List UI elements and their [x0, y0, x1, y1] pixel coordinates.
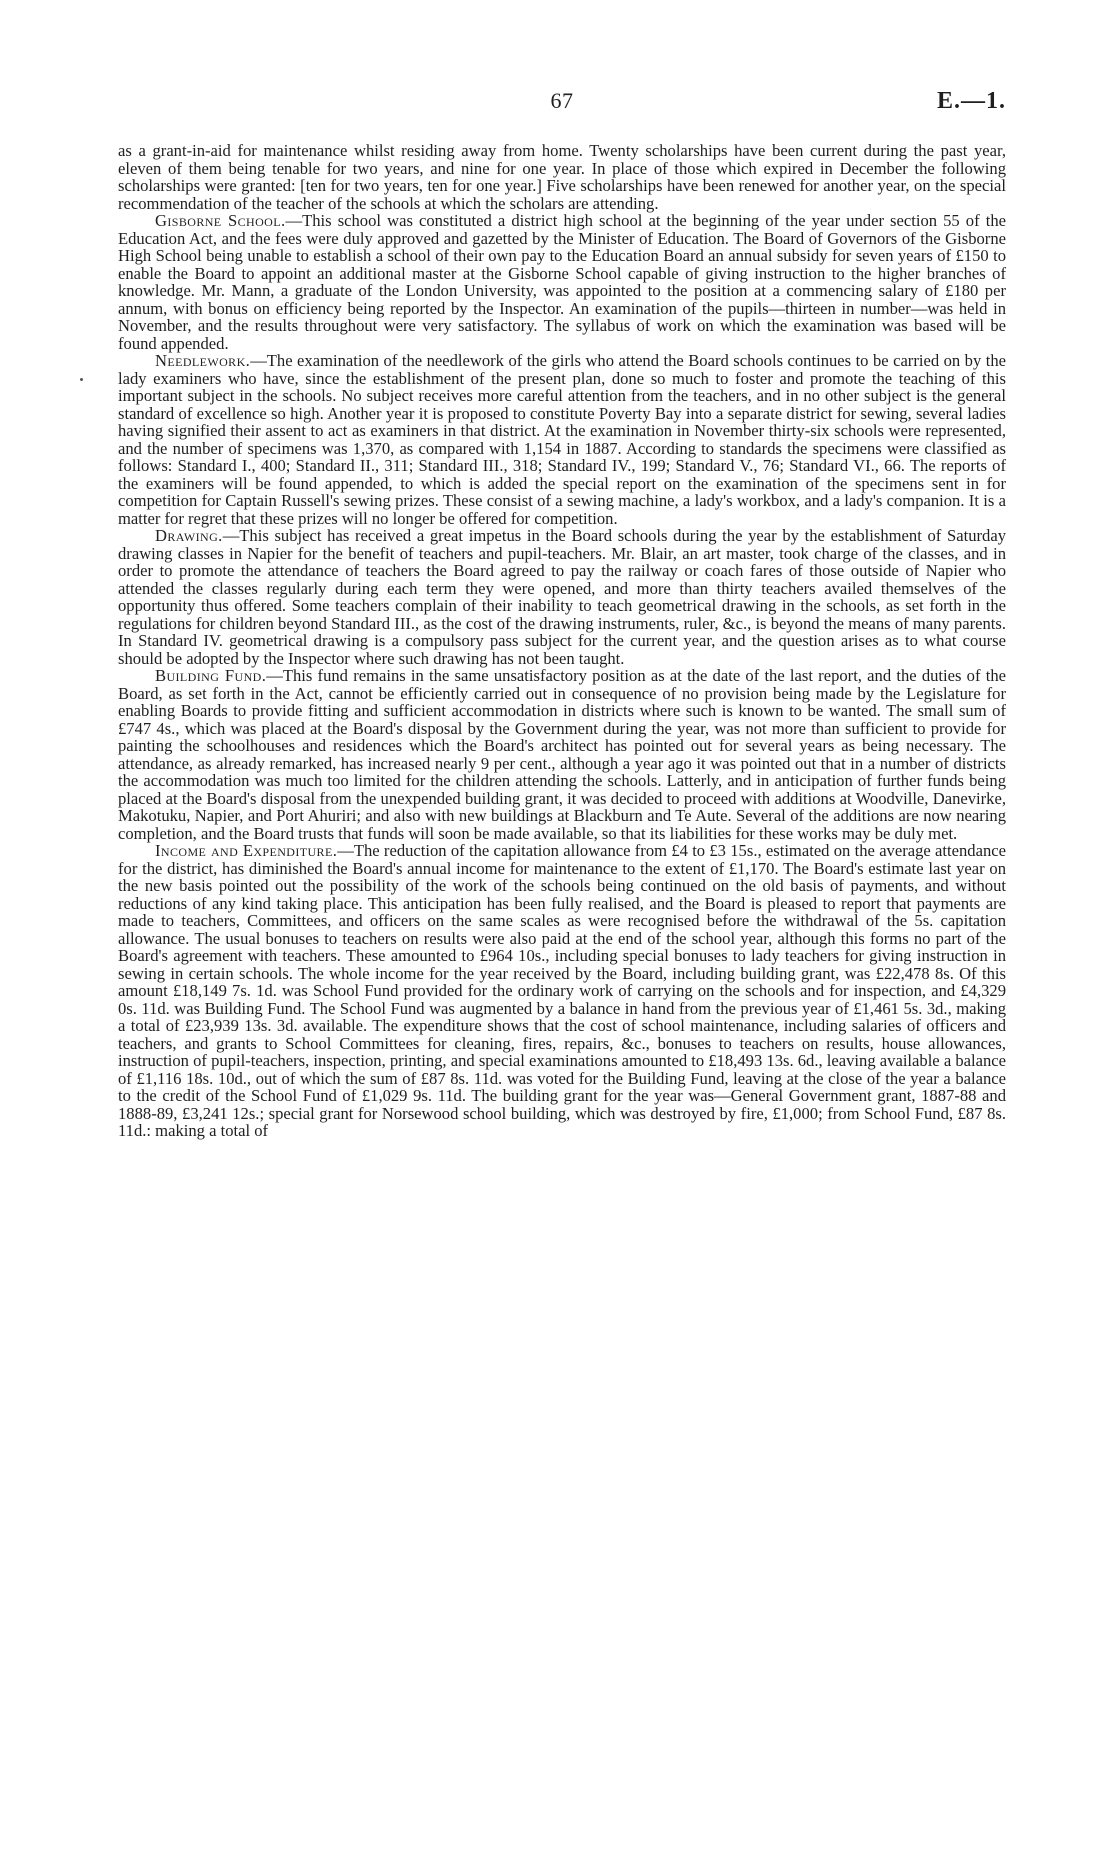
- body-text: [118, 142, 1006, 1140]
- section-heading: Gisborne School.: [155, 211, 286, 230]
- page-number: 67: [550, 88, 574, 113]
- section-heading: Income and Expenditure.: [155, 841, 338, 860]
- page-header: [118, 88, 1006, 120]
- paragraph-building-fund: [118, 667, 1006, 842]
- section-heading: Needlework.: [155, 351, 251, 370]
- paragraph-text: —The reduction of the capitation allowance from £4 to £3 15s., estimated on the average attendance for the district, has diminished the Board's annual income for maintenance to the extent of £1,170. The Board's estimate last year on the new basis pointed out the possibility of the work of the schools being continued on the old basis of payments, and without reductions of any kind taking place. This anticipation has been fully realised, and the Board is pleased to report that payments are made to teachers, Committees, and officers on the same scales as were recognised before the withdrawal of the 5s. capitation allowance. The usual bonuses to teachers on results were also paid at the end of the school year, although this forms no part of the Board's agreement with teachers. These amounted to £964 10s., including special bonuses to lady teachers for giving instruction in sewing in certain schools. The whole income for the year received by the Board, including building grant, was £22,478 8s. Of this amount £18,149 7s. 1d. was School Fund provided for the ordinary work of carrying on the schools and for inspection, and £4,329 0s. 11d. was Building Fund. The School Fund was augmented by a balance in hand from the previous year of £1,461 5s. 3d., making a total of £23,939 13s. 3d. available. The expenditure shows that the cost of school maintenance, including salaries of officers and teachers, and grants to School Committees for cleaning, fires, repairs, &c., bonuses to teachers on results, house allowances, instruction of pupil-teachers, inspection, printing, and special examinations amounted to £18,493 13s. 6d., leaving available a balance of £1,116 18s. 10d., out of which the sum of £87 8s. 11d. was voted for the Building Fund, leaving at the close of the year a balance to the credit of the School Fund of £1,029 9s. 11d. The building grant for the year was—General Government grant, 1887-88 and 1888-89, £3,241 12s.; special grant for Norsewood school building, which was destroyed by fire, £1,000; from School Fund, £87 8s. 11d.: making a total of: [118, 841, 1006, 1140]
- margin-mark: [80, 378, 83, 381]
- paragraph-text: as a grant-in-aid for maintenance whilst residing away from home. Twenty scholarships have been current during the past year, eleven of them being tenable for two years, and nine for one year. In place of those which expired in December the following scholarships were granted: [ten for two years, ten for one year.] Five scholarships have been renewed for another year, on the special recommendation of the teacher of the schools at which the scholars are attending.: [118, 141, 1006, 213]
- section-heading: Drawing.: [155, 526, 223, 545]
- paragraph-gisborne-school: [118, 212, 1006, 352]
- section-heading: Building Fund.: [155, 666, 267, 685]
- paragraph-text: —This subject has received a great impetus in the Board schools during the year by the establishment of Saturday drawing classes in Napier for the benefit of teachers and pupil-teachers. Mr. Blair, an art master, took charge of the classes, and in order to promote the attendance of teachers the Board agreed to pay the railway or coach fares of those outside of Napier who attended the classes regularly during each term they were opened, and more than thirty teachers availed themselves of the opportunity thus offered. Some teachers complain of their inability to teach geometrical drawing in the schools, as set forth in the regulations for children beyond Standard III., as the cost of the drawing instruments, ruler, &c., is beyond the means of many parents. In Standard IV. geometrical drawing is a compulsory pass subject for the current year, and the question arises as to what course should be adopted by the Inspector where such drawing has not been taught.: [118, 526, 1006, 668]
- paragraph-scholarships: [118, 142, 1006, 212]
- paragraph-text: —This fund remains in the same unsatisfactory position as at the date of the last report, and the duties of the Board, as set forth in the Act, cannot be efficiently carried out in consequence of no provision being made by the Legislature for enabling Boards to provide fitting and sufficient accommodation in districts where such is known to be wanted. The small sum of £747 4s., which was placed at the Board's disposal by the Government during the year, was not more than sufficient to provide for painting the schoolhouses and residences which the Board's architect has pointed out for several years as being necessary. The attendance, as already remarked, has increased nearly 9 per cent., although a year ago it was pointed out that in a number of districts the accommodation was much too limited for the children attending the schools. Latterly, and in anticipation of further funds being placed at the Board's disposal from the unexpended building grant, it was decided to proceed with additions at Woodville, Danevirke, Makotuku, Napier, and Port Ahuriri; and also with new buildings at Blackburn and Te Aute. Several of the additions are now nearing completion, and the Board trusts that funds will soon be made available, so that its liabilities for these works may be duly met.: [118, 666, 1006, 843]
- paragraph-text: —The examination of the needlework of the girls who attend the Board schools continues to be carried on by the lady examiners who have, since the establishment of the present plan, done so much to foster and promote the teaching of this important subject in the schools. No subject receives more careful attention from the teachers, and in no other subject is the general standard of excellence so high. Another year it is proposed to constitute Poverty Bay into a separate district for sewing, several ladies having signified their assent to act as examiners in that district. At the examination in November thirty-six schools were represented, and the number of specimens was 1,370, as compared with 1,154 in 1887. According to standards the specimens were classified as follows: Standard I., 400; Standard II., 311; Standard III., 318; Standard IV., 199; Standard V., 76; Standard VI., 66. The reports of the examiners will be found appended, to which is added the special report on the examination of the specimens sent in for competition for Captain Russell's sewing prizes. These consist of a sewing machine, a lady's workbox, and a lady's companion. It is a matter for regret that these prizes will no longer be offered for competition.: [118, 351, 1006, 528]
- paragraph-income-expenditure: [118, 842, 1006, 1140]
- paragraph-text: —This school was constituted a district high school at the beginning of the year under section 55 of the Education Act, and the fees were duly approved and gazetted by the Minister of Education. The Board of Governors of the Gisborne High School being unable to establish a school of their own pay to the Education Board an annual subsidy for seven years of £150 to enable the Board to appoint an additional master at the Gisborne School capable of giving instruction to the higher branches of knowledge. Mr. Mann, a graduate of the London University, was appointed to the position at a commencing salary of £180 per annum, with bonus on efficiency being reported by the Inspector. An examination of the pupils—thirteen in number—was held in November, and the results throughout were very satisfactory. The syllabus of work on which the examination was based will be found appended.: [118, 211, 1006, 353]
- paragraph-drawing: [118, 527, 1006, 667]
- paragraph-needlework: [118, 352, 1006, 527]
- document-code: E.—1.: [936, 88, 1006, 114]
